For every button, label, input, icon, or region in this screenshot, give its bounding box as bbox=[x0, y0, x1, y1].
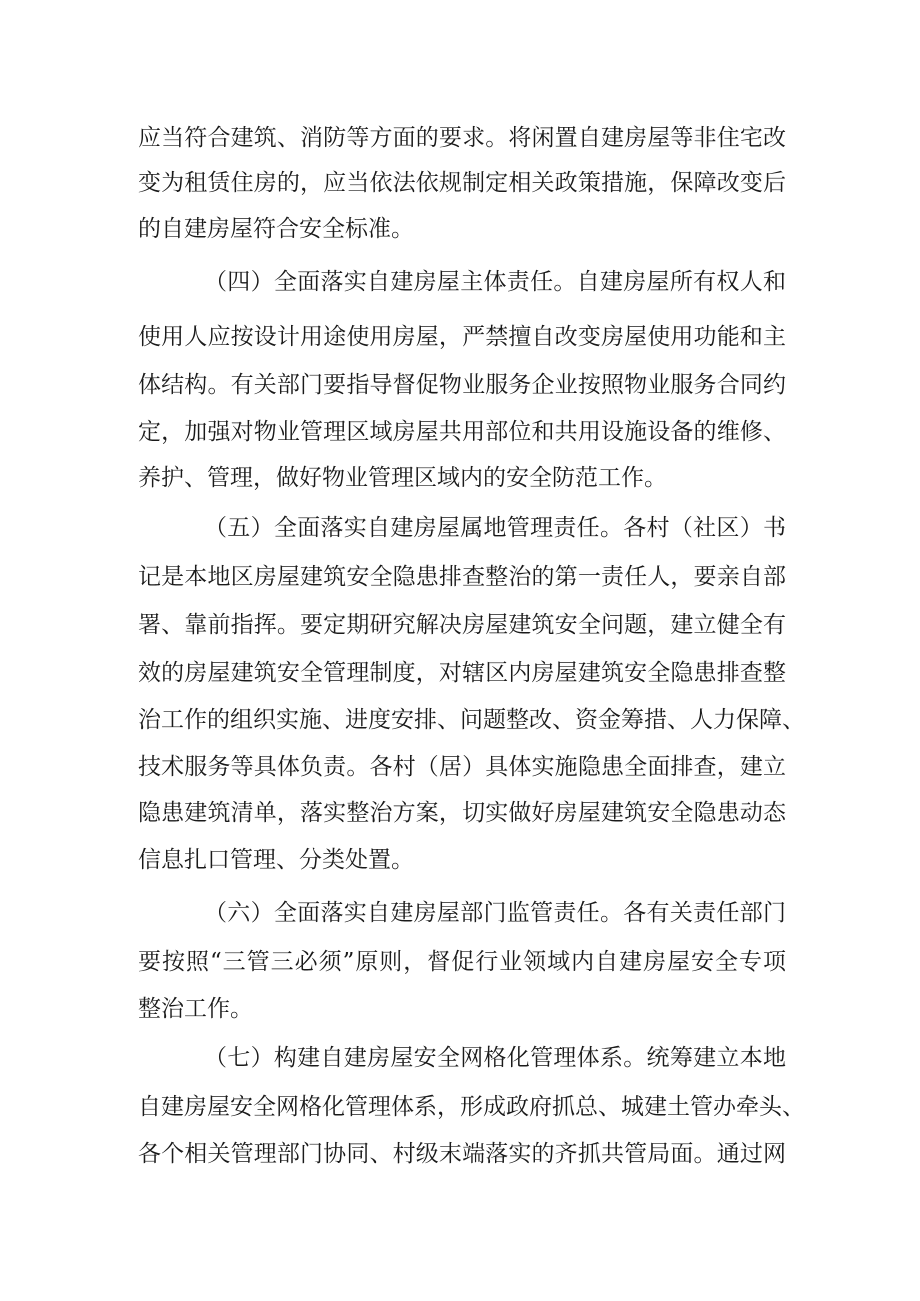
text-line: 自建房屋安全网格化管理体系，形成政府抓总、城建土管办牵头、 bbox=[138, 1094, 805, 1120]
paragraph-heading-5: （五）全面落实自建房屋属地管理责任。各村（社区）书 bbox=[204, 515, 786, 541]
text-line: 应当符合建筑、消防等方面的要求。将闲置自建房屋等非住宅改 bbox=[138, 125, 786, 151]
text-line: 使用人应按设计用途使用房屋，严禁擅自改变房屋使用功能和主 bbox=[138, 324, 786, 350]
text-line: 各个相关管理部门协同、村级末端落实的齐抓共管局面。通过网 bbox=[138, 1141, 786, 1167]
text-line: 养护、管理，做好物业管理区域内的安全防范工作。 bbox=[138, 465, 667, 491]
paragraph-heading-6: （六）全面落实自建房屋部门监管责任。各有关责任部门 bbox=[204, 900, 786, 926]
paragraph-heading-7: （七）构建自建房屋安全网格化管理体系。统筹建立本地 bbox=[204, 1045, 786, 1071]
text-line: 整治工作。 bbox=[138, 996, 253, 1022]
text-line: 定，加强对物业管理区域房屋共用部位和共用设施设备的维修、 bbox=[138, 419, 786, 445]
text-line: 体结构。有关部门要指导督促物业服务企业按照物业服务合同约 bbox=[138, 372, 786, 398]
text-line: 治工作的组织实施、进度安排、问题整改、资金筹措、人力保障、 bbox=[138, 707, 805, 733]
text-line: 要按照“三管三必须”原则，督促行业领域内自建房屋安全专项 bbox=[138, 949, 786, 975]
paragraph-heading-4: （四）全面落实自建房屋主体责任。自建房屋所有权人和 bbox=[204, 269, 786, 295]
text-line: 变为租赁住房的，应当依法依规制定相关政策措施，保障改变后 bbox=[138, 170, 786, 196]
text-line: 的自建房屋符合安全标准。 bbox=[138, 216, 414, 242]
text-line: 技术服务等具体负责。各村（居）具体实施隐患全面排查，建立 bbox=[138, 754, 786, 780]
text-line: 隐患建筑清单，落实整治方案，切实做好房屋建筑安全隐患动态 bbox=[138, 800, 786, 826]
text-line: 记是本地区房屋建筑安全隐患排查整治的第一责任人，要亲自部 bbox=[138, 564, 786, 590]
text-line: 效的房屋建筑安全管理制度，对辖区内房屋建筑安全隐患排查整 bbox=[138, 660, 786, 686]
text-line: 署、靠前指挥。要定期研究解决房屋建筑安全问题，建立健全有 bbox=[138, 612, 786, 638]
text-line: 信息扎口管理、分类处置。 bbox=[138, 847, 414, 873]
